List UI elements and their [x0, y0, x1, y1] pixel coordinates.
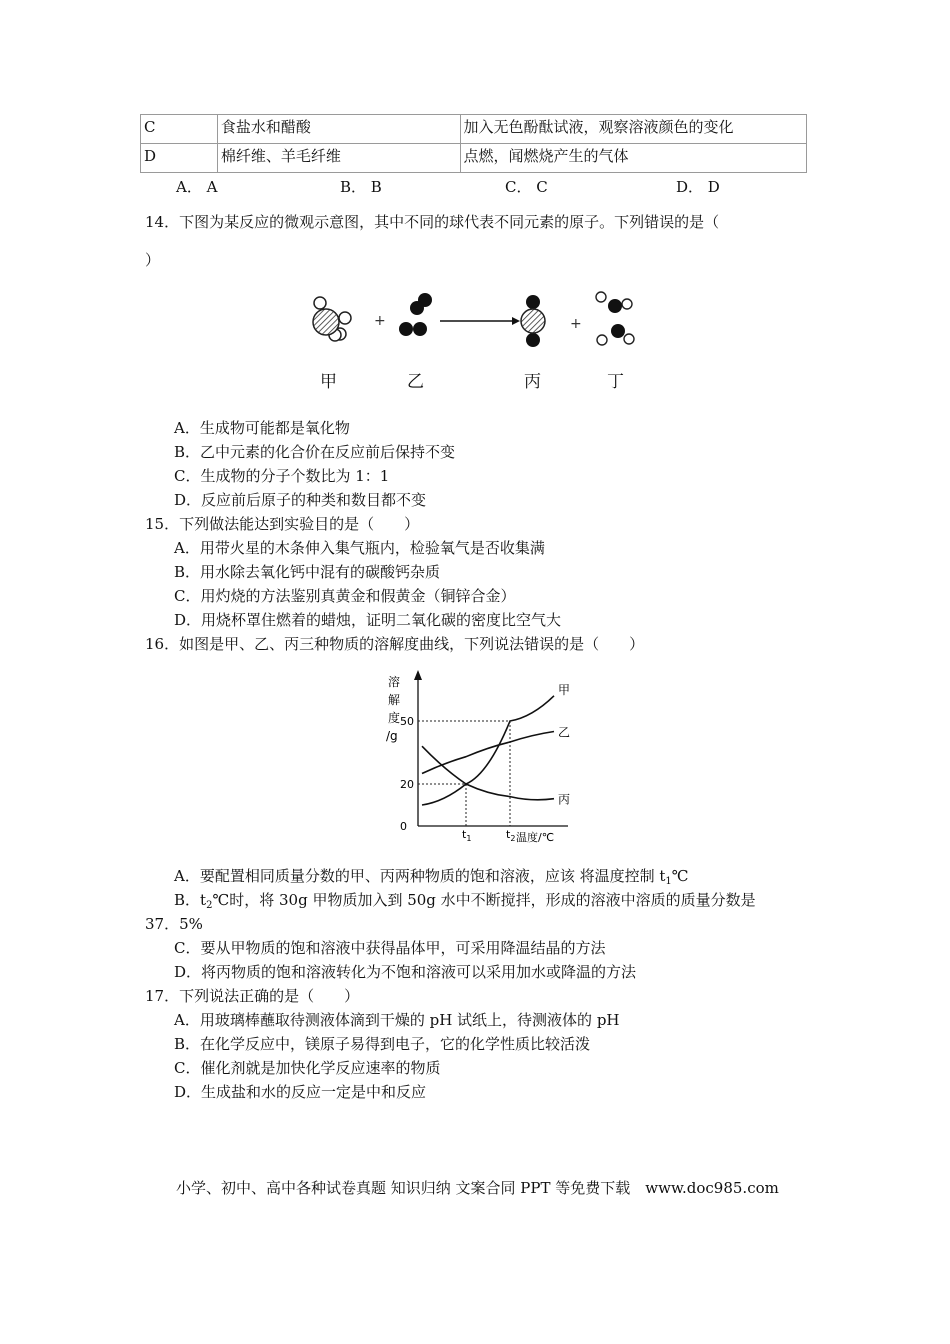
q13-answer-b: B． B: [340, 178, 382, 196]
subscript: 2: [206, 900, 213, 911]
unit: ℃: [671, 867, 689, 885]
table-cell: C: [141, 115, 218, 144]
q16-option-b-pre: B．t: [174, 891, 207, 909]
q14-option-a: A．生成物可能都是氧化物: [174, 419, 350, 437]
curve-jia: [422, 696, 554, 805]
label-bing: 丙: [524, 372, 541, 392]
q15-option-a: A．用带火星的木条伸入集气瓶内，检验氧气是否收集满: [174, 539, 545, 557]
molecule-jia: [313, 297, 351, 341]
table-cell: 棉纤维、羊毛纤维: [217, 144, 460, 173]
q16-option-a: [174, 866, 689, 892]
y-tick-label: 50: [400, 715, 414, 728]
table-cell: D: [141, 144, 218, 173]
ylabel-char: 溶: [388, 675, 401, 689]
q13-answer-a: A． A: [176, 178, 218, 196]
q15-stem: 15．下列做法能达到实验目的是（ ）: [145, 515, 420, 533]
q13-answer-c: C． C: [505, 178, 548, 196]
q16-option-b-line2: 37．5%: [145, 915, 203, 933]
q16-option-b: [174, 890, 756, 916]
ylabel-char: 解: [388, 693, 401, 707]
table-cell: 点燃，闻燃烧产生的气体: [460, 144, 806, 173]
q16-option-d: D．将丙物质的饱和溶液转化为不饱和溶液可以采用加水或降温的方法: [174, 963, 637, 981]
q14-option-c: C．生成物的分子个数比为 1：1: [174, 467, 390, 485]
q17-option-c: C．催化剂就是加快化学反应速率的物质: [174, 1059, 441, 1077]
q17-option-a: A．用玻璃棒蘸取待测液体滴到干燥的 pH 试纸上，待测液体的 pH: [174, 1011, 620, 1029]
reaction-diagram: [300, 288, 650, 358]
table-cell: 加入无色酚酞试液，观察溶液颜色的变化: [460, 115, 806, 144]
q13-options-table: [140, 114, 807, 173]
q16-stem: 16．如图是甲、乙、丙三种物质的溶解度曲线，下列说法错误的是（ ）: [145, 635, 645, 653]
solubility-chart: [368, 660, 578, 845]
q16-option-b-text: ℃时，将 30g 甲物质加入到 50g 水中不断搅拌，形成的溶液中溶质的质量分数是: [212, 891, 756, 909]
table-row: [141, 115, 807, 144]
series-label: 乙: [558, 725, 571, 740]
q17-option-d: D．生成盐和水的反应一定是中和反应: [174, 1083, 427, 1101]
series-label: 丙: [558, 792, 571, 807]
q17-stem: 17．下列说法正确的是（ ）: [145, 987, 360, 1005]
table-cell: 食盐水和醋酸: [217, 115, 460, 144]
page-footer: 小学、初中、高中各种试卷真题 知识归纳 文案合同 PPT 等免费下载 www.doc985.com: [176, 1179, 779, 1197]
q15-option-b: B．用水除去氧化钙中混有的碳酸钙杂质: [174, 563, 441, 581]
plus-sign: +: [570, 316, 582, 332]
y-tick-label: 0: [400, 820, 407, 833]
subscript: 1: [665, 876, 672, 887]
q15-option-d: D．用烧杯罩住燃着的蜡烛，证明二氧化碳的密度比空气大: [174, 611, 562, 629]
table-row: [141, 144, 807, 173]
x-tick-label: $t_1$: [462, 828, 472, 843]
xlabel: 温度/℃: [516, 831, 555, 844]
q14-stem: 14．下图为某反应的微观示意图，其中不同的球代表不同元素的原子。下列错误的是（: [145, 213, 720, 231]
q13-answer-d: D． D: [676, 178, 720, 196]
q14-stem-close: ）: [145, 251, 161, 269]
label-ding: 丁: [607, 372, 624, 392]
q16-option-a-text: A．要配置相同质量分数的甲、丙两种物质的饱和溶液，应该 将温度控制 t: [174, 867, 666, 885]
q14-option-d: D．反应前后原子的种类和数目都不变: [174, 491, 427, 509]
q16-option-c: C．要从甲物质的饱和溶液中获得晶体甲，可采用降温结晶的方法: [174, 939, 606, 957]
molecule-yi: [399, 293, 432, 336]
plus-sign: +: [374, 313, 386, 329]
series-label: 甲: [558, 682, 571, 697]
x-tick-label: $t_2$: [506, 828, 516, 843]
q14-option-b: B．乙中元素的化合价在反应前后保持不变: [174, 443, 456, 461]
y-tick-label: 20: [400, 778, 414, 791]
q17-option-b: B．在化学反应中，镁原子易得到电子，它的化学性质比较活泼: [174, 1035, 591, 1053]
molecule-bing: [521, 295, 545, 347]
ylabel-char: /g: [386, 729, 398, 743]
q15-option-c: C．用灼烧的方法鉴别真黄金和假黄金（铜锌合金）: [174, 587, 516, 605]
curve-bing: [422, 746, 554, 800]
label-jia: 甲: [320, 372, 337, 392]
molecule-ding: [596, 292, 634, 345]
curve-yi: [422, 732, 554, 774]
ylabel-char: 度: [388, 711, 401, 725]
label-yi: 乙: [407, 372, 424, 392]
